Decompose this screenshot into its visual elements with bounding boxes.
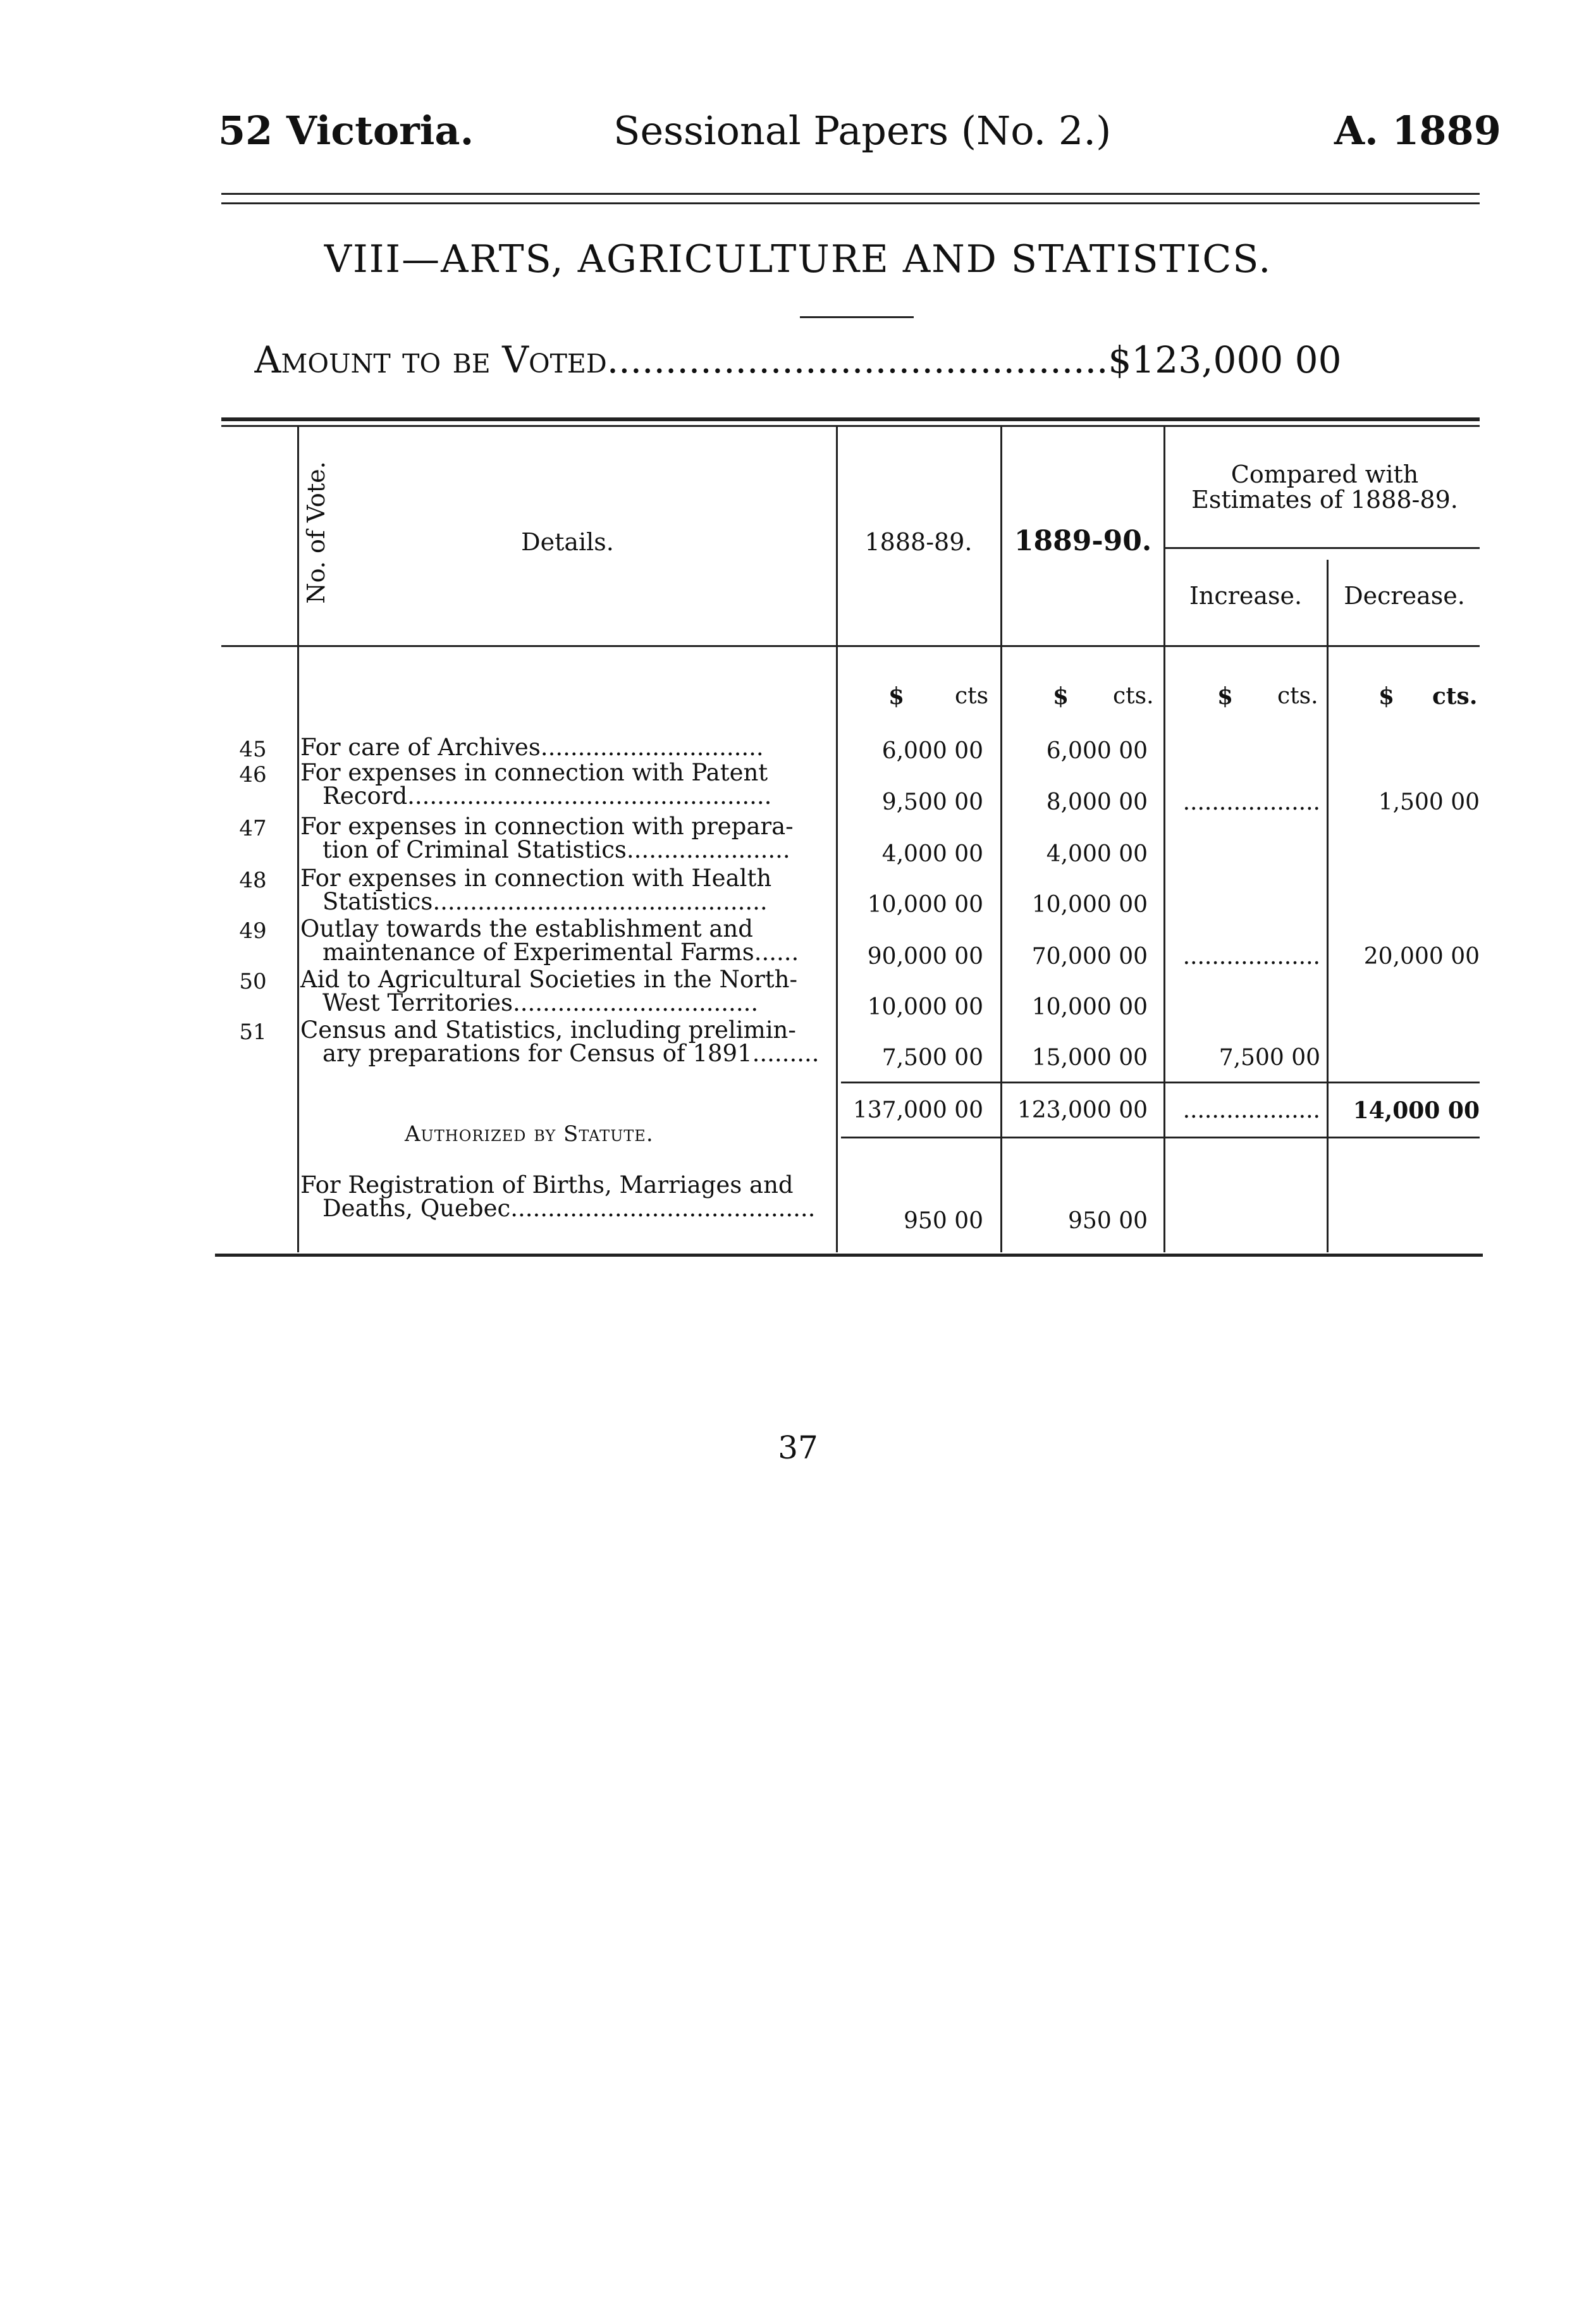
col-line-curr xyxy=(1163,427,1165,1252)
amount-1889-90: 15,000 00 xyxy=(1031,1045,1148,1071)
col-compared-header: Compared with Estimates of 1888-89. xyxy=(1191,460,1458,514)
prev-cents-unit: cts xyxy=(955,683,989,709)
detail-line-2: maintenance of Experimental Farms...... xyxy=(322,939,799,966)
title-dash xyxy=(800,316,914,318)
vote-number: 45 xyxy=(239,737,267,762)
header-volume: 52 Victoria. xyxy=(218,108,474,154)
col-decrease-header: Decrease. xyxy=(1344,582,1465,610)
detail-line-2: Statistics............................................. xyxy=(322,888,768,915)
detail-line-2: Record................................................. xyxy=(322,782,772,810)
amount-1888-89: 10,000 00 xyxy=(867,994,983,1020)
detail-line: Census and Statistics, including prelimin- xyxy=(300,1016,796,1044)
amount-1888-89: 950 00 xyxy=(904,1208,983,1234)
amount-1889-90: 950 00 xyxy=(1068,1208,1148,1234)
vote-number: 50 xyxy=(239,969,267,994)
detail-line: Aid to Agricultural Societies in the North- xyxy=(300,966,797,993)
vote-number: 47 xyxy=(239,816,267,841)
amount-1889-90: 8,000 00 xyxy=(1046,789,1148,815)
detail-line: For care of Archives.............................. xyxy=(300,734,764,761)
amount-1888-89: 6,000 00 xyxy=(881,738,983,764)
amount-1889-90: 70,000 00 xyxy=(1031,944,1148,970)
detail-line-2: Deaths, Quebec......................................... xyxy=(322,1195,816,1222)
table-bottom-rule xyxy=(215,1254,1483,1257)
col-line-vote xyxy=(297,427,299,1252)
amount-1888-89: 9,500 00 xyxy=(881,789,983,815)
amount-dots: ........................................... xyxy=(606,338,1108,381)
inc-cents-unit: cts. xyxy=(1277,683,1318,709)
vote-number: 49 xyxy=(239,918,267,944)
col-line-inc xyxy=(1327,560,1329,1252)
detail-line-2: tion of Criminal Statistics...................... xyxy=(322,836,790,863)
dec-cents-unit: cts. xyxy=(1432,683,1478,710)
totals-rule-top xyxy=(841,1082,1480,1083)
amount-1888-89: 7,500 00 xyxy=(881,1045,983,1071)
detail-line-2: West Territories................................. xyxy=(322,989,759,1016)
detail-line: Outlay towards the establishment and xyxy=(300,915,753,942)
detail-line: For expenses in connection with Health xyxy=(300,865,772,892)
detail-line: For Registration of Births, Marriages and xyxy=(300,1171,794,1199)
header-year: A. 1889 xyxy=(1334,108,1501,154)
amount-decrease: 20,000 00 xyxy=(1363,944,1480,970)
header-series: Sessional Papers (No. 2.) xyxy=(613,108,1112,154)
amount-value: $123,000 00 xyxy=(1108,338,1342,381)
header-bottom-rule xyxy=(221,645,1480,647)
amount-1889-90: 10,000 00 xyxy=(1031,994,1148,1020)
col-details-header: Details. xyxy=(521,528,614,556)
amount-increase: 7,500 00 xyxy=(1218,1045,1320,1071)
compared-rule xyxy=(1165,547,1480,549)
amount-1889-90: 4,000 00 xyxy=(1046,841,1148,867)
curr-cents-unit: cts. xyxy=(1113,683,1154,709)
amount-to-be-voted xyxy=(0,338,1596,381)
inc-dollar-unit: $ xyxy=(1217,683,1234,710)
total-1889-90: 123,000 00 xyxy=(1017,1097,1148,1123)
amount-1888-89: 10,000 00 xyxy=(867,892,983,918)
curr-dollar-unit: $ xyxy=(1053,683,1069,710)
amount-1888-89: 90,000 00 xyxy=(867,944,983,970)
amount-1888-89: 4,000 00 xyxy=(881,841,983,867)
header-rule-top xyxy=(221,193,1480,195)
vote-number: 48 xyxy=(239,868,267,893)
amount-1889-90: 10,000 00 xyxy=(1031,892,1148,918)
totals-rule-bottom xyxy=(841,1137,1480,1138)
header-rule-bottom xyxy=(221,202,1480,204)
dec-dollar-unit: $ xyxy=(1378,683,1395,710)
vote-number: 46 xyxy=(239,762,267,787)
total-decrease: 14,000 00 xyxy=(1353,1097,1480,1124)
section-title: VIII—ARTS, AGRICULTURE AND STATISTICS. xyxy=(324,237,1272,281)
amount-1889-90: 6,000 00 xyxy=(1046,738,1148,764)
col-prev-header: 1888-89. xyxy=(864,528,973,556)
amount-label: Amount to be Voted xyxy=(254,338,607,381)
detail-line: For expenses in connection with Patent xyxy=(300,759,768,786)
col-curr-header: 1889-90. xyxy=(1014,525,1152,557)
table-top-rule-2 xyxy=(221,425,1480,427)
page-number: 37 xyxy=(778,1429,818,1466)
amount-decrease: 1,500 00 xyxy=(1378,789,1480,815)
col-increase-header: Increase. xyxy=(1189,582,1303,610)
detail-line: For expenses in connection with prepara- xyxy=(300,813,794,840)
statute-heading: Authorized by Statute. xyxy=(405,1121,654,1147)
prev-dollar-unit: $ xyxy=(888,683,905,710)
col-vote-header: No. of Vote. xyxy=(302,461,330,604)
total-increase: ................... xyxy=(1182,1097,1320,1123)
amount-increase: ................... xyxy=(1182,789,1320,815)
detail-line-2: ary preparations for Census of 1891......... xyxy=(322,1040,819,1067)
amount-increase: ................... xyxy=(1182,944,1320,970)
total-1888-89: 137,000 00 xyxy=(852,1097,983,1123)
vote-number: 51 xyxy=(239,1020,267,1045)
table-top-rule xyxy=(221,417,1480,421)
